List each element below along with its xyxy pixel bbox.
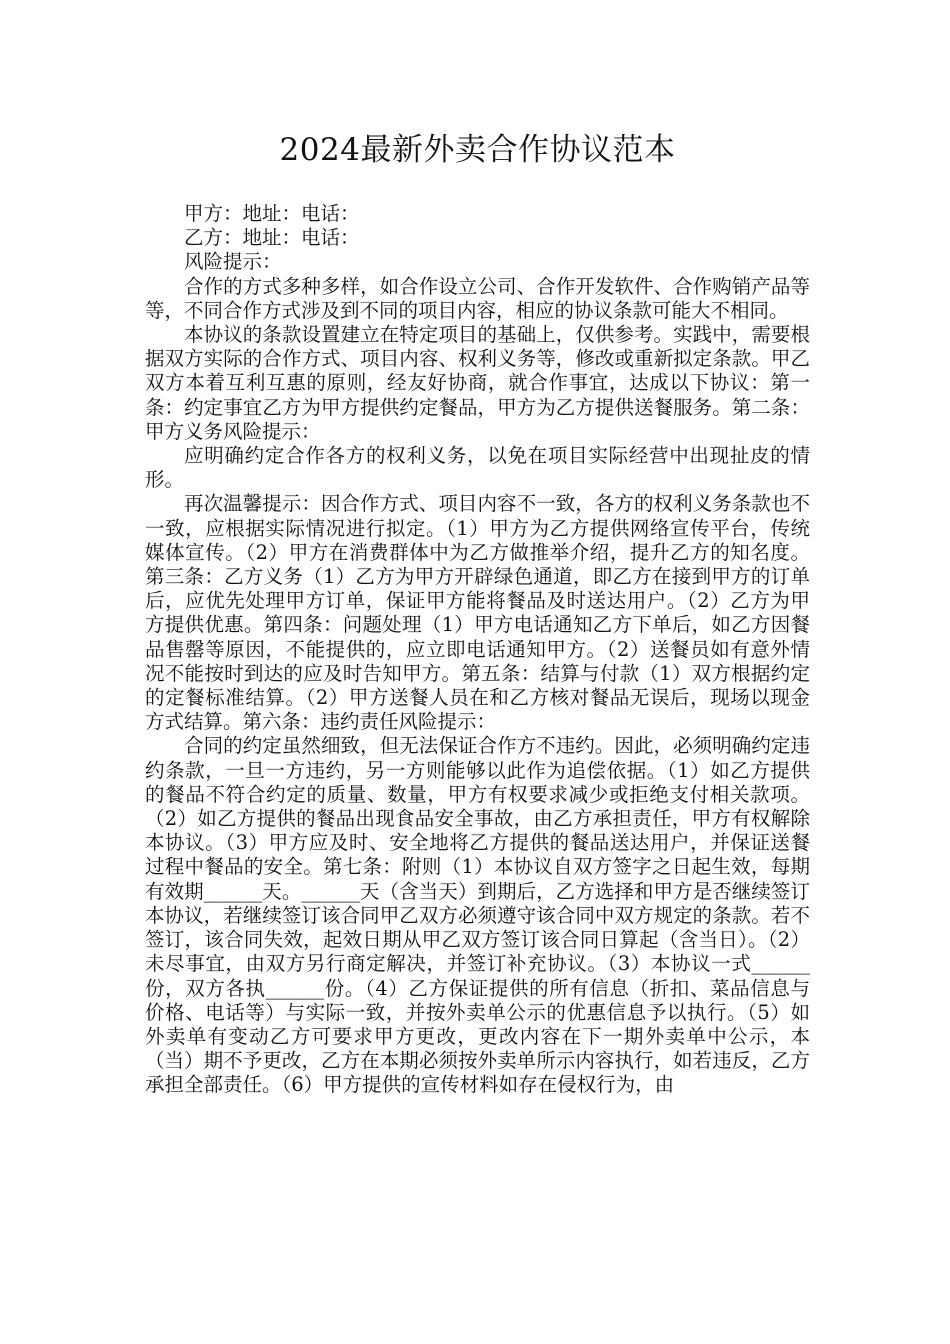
paragraph: 合同的约定虽然细致，但无法保证合作方不违约。因此，必须明确约定违约条款，一旦一方违约，另一方则能够以此作为追偿依据。（1）如乙方提供的餐品不符合约定的质量、数量，甲方有权要求减少或拒绝支付相关款项。（2）如乙方提供的餐品出现食品安全事故，由乙方承担责任，甲方有权解除本协议。（3）甲方应及时、安全地将乙方提供的餐品送达用户，并保证送餐过程中餐品的安全。第七条：附则（1）本协议自双方签字之日起生效，每期有效期______天。______天（含当天）到期后，乙方选择和甲方是否继续签订本协议，若继续签订该合同甲乙双方必须遵守该合同中双方规定的条款。若不签订，该合同失效，起效日期从甲乙双方签订该合同日算起（含当日）。（2）未尽事宜，由双方另行商定解决，并签订补充协议。（3）本协议一式______份，双方各执______份。（4）乙方保证提供的所有信息（折扣、菜品信息与价格、电话等）与实际一致，并按外卖单公示的优惠信息予以执行。（5）如外卖单有变动乙方可要求甲方更改，更改内容在下一期外卖单中公示，本（当）期不予更改，乙方在本期必须按外卖单所示内容执行，如若违反，乙方承担全部责任。（6）甲方提供的宣传材料如存在侵权行为，由 <box>145 734 810 1097</box>
party-b-line: 乙方：地址：电话： <box>184 226 360 250</box>
document-title: 2024最新外卖合作协议范本 <box>279 132 676 168</box>
document-page <box>145 0 810 1098</box>
paragraph: 应明确约定合作各方的权利义务，以免在项目实际经营中出现扯皮的情形。 <box>145 444 810 492</box>
risk-warning-heading: 风险提示： <box>184 250 282 274</box>
document-body <box>145 202 810 1098</box>
paragraph: 合作的方式多种多样，如合作设立公司、合作开发软件、合作购销产品等等，不同合作方式涉及到不同的项目内容，相应的协议条款可能大不相同。 <box>145 274 810 322</box>
paragraph: 再次温馨提示：因合作方式、项目内容不一致，各方的权利义务条款也不一致，应根据实际情况进行拟定。（1）甲方为乙方提供网络宣传平台，传统媒体宣传。（2）甲方在消费群体中为乙方做推举介绍，提升乙方的知名度。第三条：乙方义务（1）乙方为甲方开辟绿色通道，即乙方在接到甲方的订单后，应优先处理甲方订单，保证甲方能将餐品及时送达用户。（2）乙方为甲方提供优惠。第四条：问题处理（1）甲方电话通知乙方下单后，如乙方因餐品售罄等原因，不能提供的，应立即电话通知甲方。（2）送餐员如有意外情况不能按时到达的应及时告知甲方。第五条：结算与付款（1）双方根据约定的定餐标准结算。（2）甲方送餐人员在和乙方核对餐品无误后，现场以现金方式结算。第六条：违约责任风险提示： <box>145 492 810 734</box>
party-a-line: 甲方：地址：电话： <box>184 202 360 225</box>
paragraph: 本协议的条款设置建立在特定项目的基础上，仅供参考。实践中，需要根据双方实际的合作方式、项目内容、权利义务等，修改或重新拟定条款。甲乙双方本着互利互惠的原则，经友好协商，就合作事宜，达成以下协议：第一条：约定事宜乙方为甲方提供约定餐品，甲方为乙方提供送餐服务。第二条：甲方义务风险提示： <box>145 323 810 443</box>
